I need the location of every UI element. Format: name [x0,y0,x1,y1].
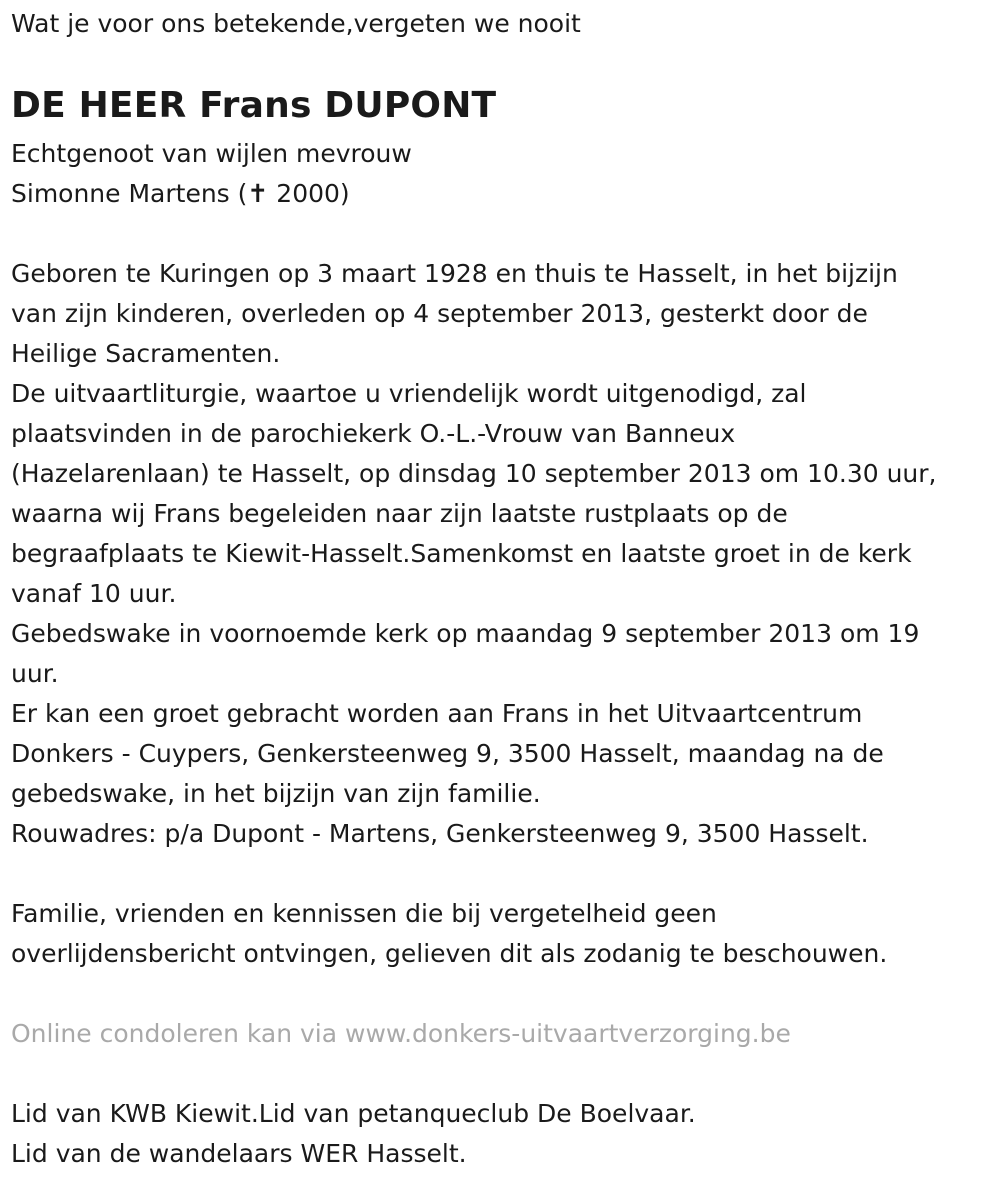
obituary-body [11,254,937,854]
body-line: begraafplaats te Kiewit-Hasselt.Samenkomst en laatste groet in de kerk [11,539,912,568]
spouse-info [11,134,412,214]
body-line: Donkers - Cuypers, Genkersteenweg 9, 3500 Hasselt, maandag na de [11,739,884,768]
body-line: vanaf 10 uur. [11,579,177,608]
body-line: uur. [11,659,59,688]
notice-line: Familie, vrienden en kennissen die bij vergetelheid geen [11,899,717,928]
spouse-line: Echtgenoot van wijlen mevrouw [11,139,412,168]
notification-notice [11,894,887,974]
body-line: gebedswake, in het bijzijn van zijn familie. [11,779,541,808]
body-line: Geboren te Kuringen op 3 maart 1928 en thuis te Hasselt, in het bijzijn [11,259,898,288]
body-line: van zijn kinderen, overleden op 4 september 2013, gesterkt door de [11,299,868,328]
body-line: Er kan een groet gebracht worden aan Frans in het Uitvaartcentrum [11,699,863,728]
body-line: Gebedswake in voornoemde kerk op maandag 9 september 2013 om 19 [11,619,920,648]
spouse-line: Simonne Martens (✝ 2000) [11,179,350,208]
body-line: Rouwadres: p/a Dupont - Martens, Genkersteenweg 9, 3500 Hasselt. [11,819,869,848]
deceased-name: DE HEER Frans DUPONT [11,85,497,126]
body-line: De uitvaartliturgie, waartoe u vriendelijk wordt uitgenodigd, zal [11,379,807,408]
body-line: (Hazelarenlaan) te Hasselt, op dinsdag 10 september 2013 om 10.30 uur, [11,459,937,488]
body-line: plaatsvinden in de parochiekerk O.-L.-Vrouw van Banneux [11,419,736,448]
body-line: Heilige Sacramenten. [11,339,281,368]
motto: Wat je voor ons betekende,vergeten we nooit [11,9,581,38]
notice-line: overlijdensbericht ontvingen, gelieven dit als zodanig te beschouwen. [11,939,888,968]
online-condolence-link[interactable]: Online condoleren kan via www.donkers-uitvaartverzorging.be [11,1019,791,1048]
body-line: waarna wij Frans begeleiden naar zijn laatste rustplaats op de [11,499,788,528]
memberships [11,1094,696,1174]
membership-line: Lid van de wandelaars WER Hasselt. [11,1139,467,1168]
membership-line: Lid van KWB Kiewit.Lid van petanqueclub De Boelvaar. [11,1099,696,1128]
